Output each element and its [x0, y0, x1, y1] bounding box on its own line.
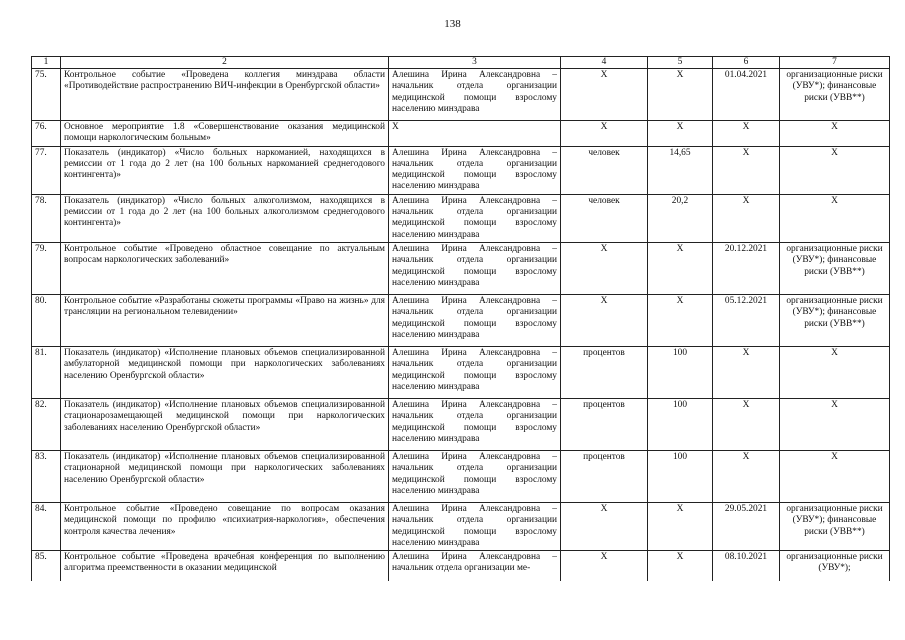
- table-row: [32, 294, 890, 346]
- row-number: 81.: [32, 346, 61, 398]
- due-date: X: [713, 398, 780, 450]
- due-date: X: [713, 346, 780, 398]
- row-number: 85.: [32, 551, 61, 581]
- risk-note: X: [780, 398, 890, 450]
- unit-of-measure: процентов: [561, 450, 648, 502]
- risk-note: X: [780, 346, 890, 398]
- unit-of-measure: X: [561, 551, 648, 581]
- responsible-person: Алешина Ирина Александровна – начальник отдела организации медицинской помощи взрослому населению минздрава: [389, 146, 561, 194]
- risk-note: организационные риски (УВУ*); финансовые риски (УВВ**): [780, 502, 890, 550]
- row-description: Контрольное событие «Проведена коллегия минздрава области «Противодействие распространению ВИЧ-инфекции в Оренбургской области»: [61, 69, 389, 121]
- page-number: 138: [444, 18, 461, 30]
- row-number: 80.: [32, 294, 61, 346]
- indicator-value: 100: [648, 346, 713, 398]
- table-row: [32, 146, 890, 194]
- column-header: 5: [648, 57, 713, 69]
- table-row: [32, 194, 890, 242]
- unit-of-measure: X: [561, 121, 648, 147]
- header-row: [32, 57, 890, 69]
- row-description: Контрольное событие «Проведено совещание по вопросам оказания медицинской помощи по профилю «психиатрия-наркология», обеспечения контроля качества лечения»: [61, 502, 389, 550]
- unit-of-measure: X: [561, 242, 648, 294]
- indicator-value: X: [648, 121, 713, 147]
- table-row: [32, 502, 890, 550]
- column-header: 4: [561, 57, 648, 69]
- responsible-person: Алешина Ирина Александровна – начальник отдела организации медицинской помощи взрослому населению минздрава: [389, 69, 561, 121]
- row-number: 83.: [32, 450, 61, 502]
- table-row: [32, 398, 890, 450]
- risk-note: организационные риски (УВУ*);: [780, 551, 890, 581]
- table-row: [32, 242, 890, 294]
- row-description: Контрольное событие «Разработаны сюжеты программы «Право на жизнь» для трансляции на региональном телевидении»: [61, 294, 389, 346]
- row-description: Контрольное событие «Проведено областное совещание по актуальным вопросам наркологических заболеваний»: [61, 242, 389, 294]
- risk-note: организационные риски (УВУ*); финансовые риски (УВВ**): [780, 242, 890, 294]
- row-number: 84.: [32, 502, 61, 550]
- risk-note: X: [780, 194, 890, 242]
- indicator-value: 20,2: [648, 194, 713, 242]
- row-number: 79.: [32, 242, 61, 294]
- row-number: 78.: [32, 194, 61, 242]
- due-date: 08.10.2021: [713, 551, 780, 581]
- row-number: 82.: [32, 398, 61, 450]
- row-number: 75.: [32, 69, 61, 121]
- row-number: 77.: [32, 146, 61, 194]
- risk-note: организационные риски (УВУ*); финансовые риски (УВВ**): [780, 294, 890, 346]
- indicator-value: 14,65: [648, 146, 713, 194]
- responsible-person: Алешина Ирина Александровна – начальник отдела организации ме-: [389, 551, 561, 581]
- row-description: Показатель (индикатор) «Исполнение плановых объемов специализированной амбулаторной медицинской помощи при наркологических заболеваниях населению Оренбургской области»: [61, 346, 389, 398]
- indicator-value: 100: [648, 450, 713, 502]
- row-number: 76.: [32, 121, 61, 147]
- unit-of-measure: процентов: [561, 346, 648, 398]
- unit-of-measure: X: [561, 502, 648, 550]
- unit-of-measure: процентов: [561, 398, 648, 450]
- responsible-person: Алешина Ирина Александровна – начальник отдела организации медицинской помощи взрослому населению минздрава: [389, 194, 561, 242]
- due-date: 05.12.2021: [713, 294, 780, 346]
- due-date: X: [713, 450, 780, 502]
- responsible-person: X: [389, 121, 561, 147]
- indicator-value: X: [648, 551, 713, 581]
- table-row: [32, 69, 890, 121]
- unit-of-measure: человек: [561, 146, 648, 194]
- responsible-person: Алешина Ирина Александровна – начальник отдела организации медицинской помощи взрослому населению минздрава: [389, 294, 561, 346]
- table-row: [32, 346, 890, 398]
- table-row: [32, 450, 890, 502]
- row-description: Показатель (индикатор) «Исполнение плановых объемов специализированной стационарозамещающей медицинской помощи при наркологических заболеваниях населению Оренбургской области»: [61, 398, 389, 450]
- row-description: Показатель (индикатор) «Исполнение плановых объемов специализированной стационарной медицинской помощи при наркологических заболеваниях населению Оренбургской области»: [61, 450, 389, 502]
- indicator-value: X: [648, 502, 713, 550]
- due-date: X: [713, 146, 780, 194]
- table-body: [32, 69, 890, 581]
- due-date: X: [713, 194, 780, 242]
- column-header: 1: [32, 57, 61, 69]
- responsible-person: Алешина Ирина Александровна – начальник отдела организации медицинской помощи взрослому населению минздрава: [389, 242, 561, 294]
- row-description: Показатель (индикатор) «Число больных алкоголизмом, находящихся в ремиссии от 1 года до 2 лет (на 100 больных алкоголизмом среднегодового контингента)»: [61, 194, 389, 242]
- row-description: Контрольное событие «Проведена врачебная конференция по выполнению алгоритма преемственности в оказании медицинской: [61, 551, 389, 581]
- row-description: Основное мероприятие 1.8 «Совершенствование оказания медицинской помощи наркологическим больным»: [61, 121, 389, 147]
- column-header: 2: [61, 57, 389, 69]
- risk-note: организационные риски (УВУ*); финансовые риски (УВВ**): [780, 69, 890, 121]
- unit-of-measure: X: [561, 69, 648, 121]
- risk-note: X: [780, 146, 890, 194]
- column-header: 7: [780, 57, 890, 69]
- risk-note: X: [780, 121, 890, 147]
- indicator-value: 100: [648, 398, 713, 450]
- due-date: 29.05.2021: [713, 502, 780, 550]
- row-description: Показатель (индикатор) «Число больных наркоманией, находящихся в ремиссии от 1 года до 2 лет (на 100 больных наркоманией среднегодового контингента)»: [61, 146, 389, 194]
- column-header: 3: [389, 57, 561, 69]
- indicator-value: X: [648, 242, 713, 294]
- table-row: [32, 551, 890, 581]
- plan-table: [31, 56, 890, 581]
- due-date: X: [713, 121, 780, 147]
- responsible-person: Алешина Ирина Александровна – начальник отдела организации медицинской помощи взрослому населению минздрава: [389, 398, 561, 450]
- unit-of-measure: X: [561, 294, 648, 346]
- responsible-person: Алешина Ирина Александровна – начальник отдела организации медицинской помощи взрослому населению минздрава: [389, 346, 561, 398]
- table-row: [32, 121, 890, 147]
- column-header: 6: [713, 57, 780, 69]
- risk-note: X: [780, 450, 890, 502]
- due-date: 01.04.2021: [713, 69, 780, 121]
- indicator-value: X: [648, 294, 713, 346]
- responsible-person: Алешина Ирина Александровна – начальник отдела организации медицинской помощи взрослому населению минздрава: [389, 450, 561, 502]
- unit-of-measure: человек: [561, 194, 648, 242]
- responsible-person: Алешина Ирина Александровна – начальник отдела организации медицинской помощи взрослому населению минздрава: [389, 502, 561, 550]
- due-date: 20.12.2021: [713, 242, 780, 294]
- indicator-value: X: [648, 69, 713, 121]
